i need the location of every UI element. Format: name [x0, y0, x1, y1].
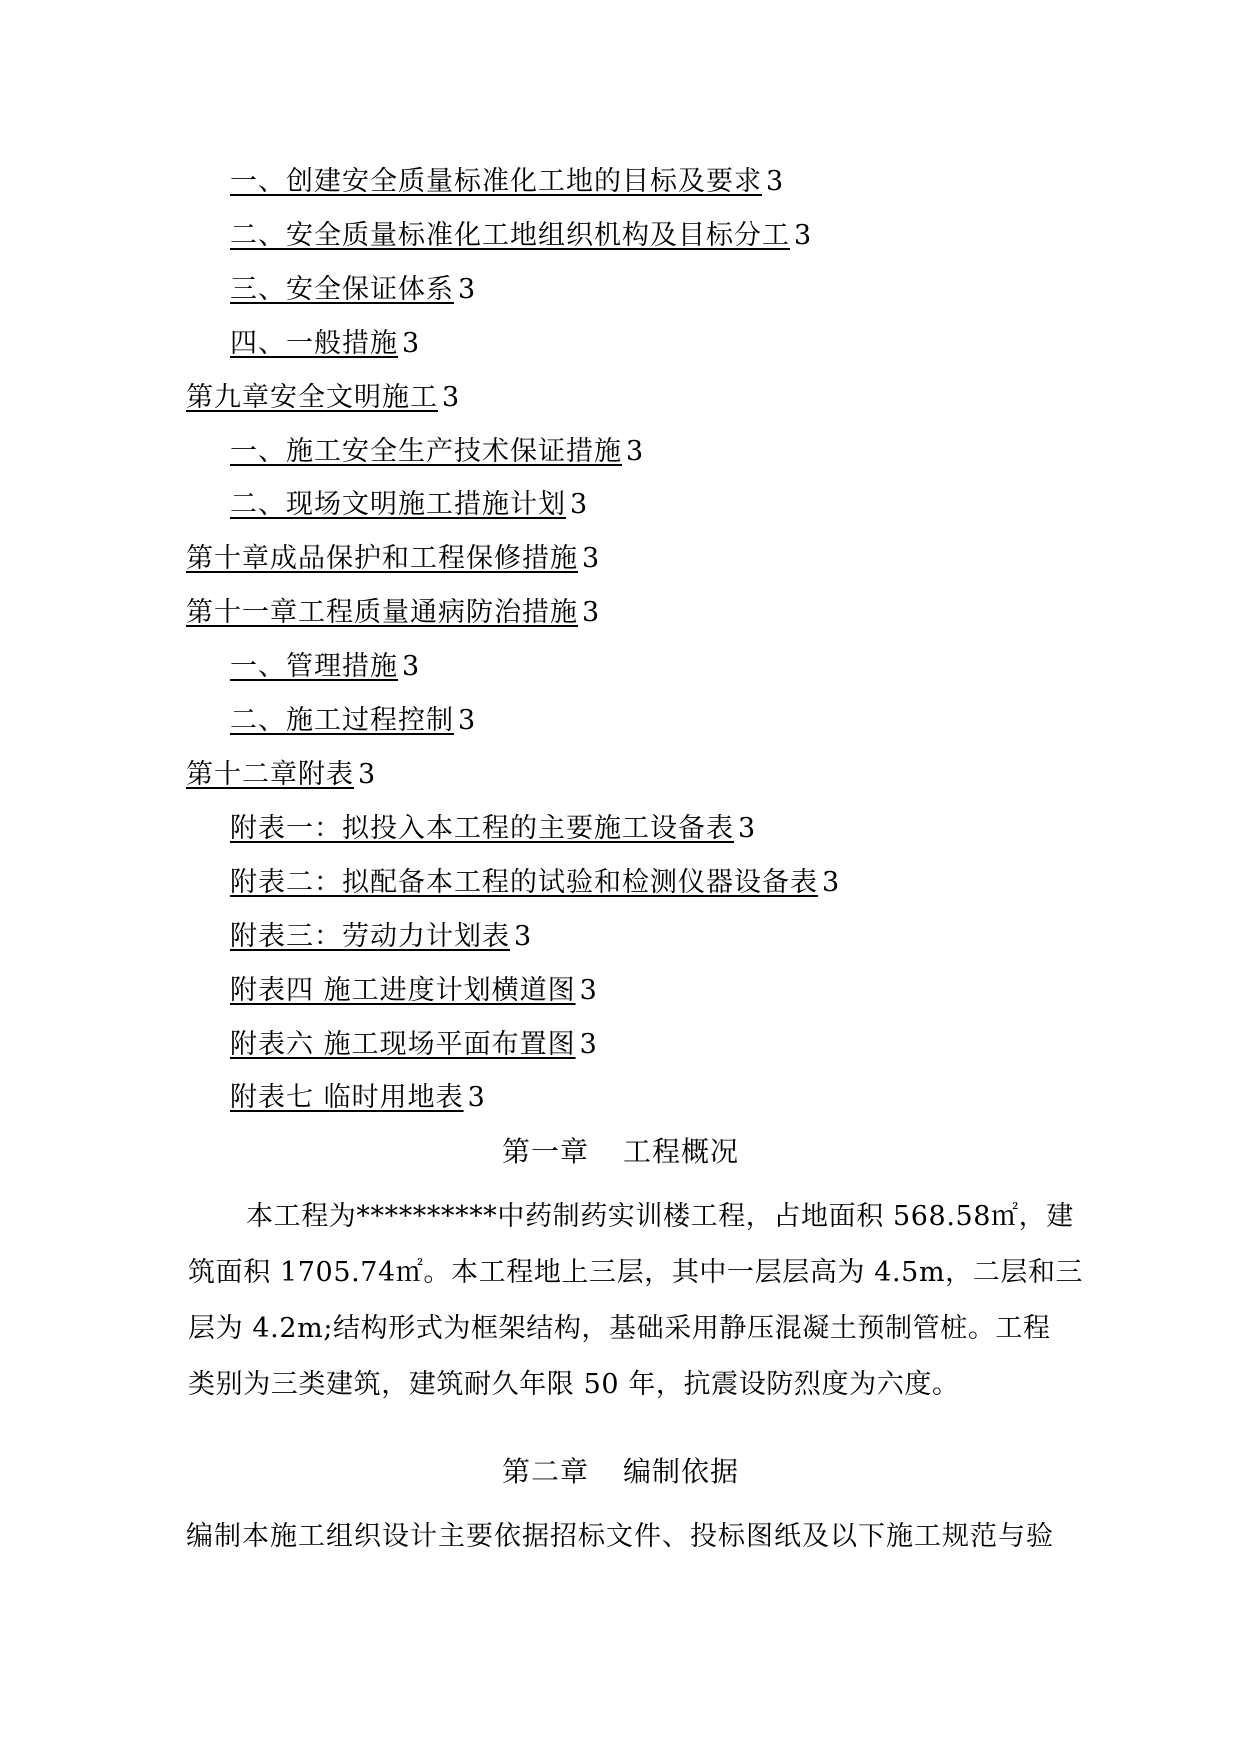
toc-entry-title[interactable]: 第十一章工程质量通病防治措施 — [186, 597, 578, 628]
paragraph-line: 层为 4.2m;结构形式为框架结构，基础采用静压混凝土预制管桩。工程 — [188, 1313, 1051, 1344]
toc-entry-page: 3 — [582, 597, 601, 628]
toc-entry-title[interactable]: 附表七 临时用地表 — [230, 1082, 464, 1113]
paragraph-line: 筑面积 1705.74㎡。本工程地上三层，其中一层层高为 4.5m，二层和三 — [188, 1257, 1084, 1288]
toc-entry-page: 3 — [514, 921, 533, 952]
toc-entry[interactable] — [230, 328, 420, 360]
toc-entry-page: 3 — [582, 543, 601, 574]
chapter-paragraph — [188, 1201, 1088, 1425]
toc-entry[interactable] — [230, 813, 756, 845]
toc-entry-page: 3 — [570, 489, 589, 520]
toc-entry-title[interactable]: 四、一般措施 — [230, 328, 398, 359]
toc-entry-page: 3 — [738, 813, 757, 844]
toc-entry-title[interactable]: 二、现场文明施工措施计划 — [230, 489, 566, 520]
toc-entry-page: 3 — [626, 436, 645, 467]
toc-entry-title[interactable]: 第十章成品保护和工程保修措施 — [186, 543, 578, 574]
toc-entry-page: 3 — [794, 220, 813, 251]
toc-entry[interactable] — [230, 274, 476, 306]
toc-entry[interactable] — [230, 1082, 486, 1114]
toc-entry-title[interactable]: 一、创建安全质量标准化工地的目标及要求 — [230, 166, 762, 197]
toc-entry[interactable] — [230, 705, 476, 737]
toc-entry[interactable] — [230, 489, 588, 521]
chapter-heading — [0, 1455, 1241, 1489]
chapter-heading — [0, 1135, 1241, 1169]
toc-entry-title[interactable]: 第十二章附表 — [186, 759, 354, 790]
toc-entry-title[interactable]: 一、施工安全生产技术保证措施 — [230, 436, 622, 467]
toc-entry-title[interactable]: 附表一：拟投入本工程的主要施工设备表 — [230, 813, 734, 844]
toc-entry-page: 3 — [458, 274, 477, 305]
chapter-title: 编制依据 — [623, 1455, 740, 1488]
toc-entry[interactable] — [230, 436, 644, 468]
toc-entry-page: 3 — [358, 759, 377, 790]
toc-entry-title[interactable]: 附表六 施工现场平面布置图 — [230, 1029, 576, 1060]
toc-entry-page: 3 — [442, 382, 461, 413]
chapter-number: 第二章 — [501, 1455, 589, 1488]
toc-entry-title[interactable]: 三、安全保证体系 — [230, 274, 454, 305]
toc-entry-page: 3 — [458, 705, 477, 736]
toc-entry[interactable] — [230, 975, 598, 1007]
chapter-title: 工程概况 — [623, 1135, 740, 1168]
paragraph-line: 类别为三类建筑，建筑耐久年限 50 年，抗震设防烈度为六度。 — [188, 1369, 960, 1400]
chapter-number: 第一章 — [501, 1135, 589, 1168]
toc-entry[interactable] — [230, 166, 784, 198]
toc-entry[interactable] — [230, 1029, 598, 1061]
toc-entry-page: 3 — [467, 1082, 486, 1113]
toc-entry-chapter[interactable] — [186, 543, 600, 575]
toc-entry[interactable] — [230, 867, 840, 899]
toc-entry-page: 3 — [822, 867, 841, 898]
toc-entry[interactable] — [230, 921, 532, 953]
toc-entry-page: 3 — [579, 1029, 598, 1060]
toc-entry-title[interactable]: 第九章安全文明施工 — [186, 382, 438, 413]
toc-entry-chapter[interactable] — [186, 382, 460, 414]
toc-entry[interactable] — [230, 220, 812, 252]
toc-entry-title[interactable]: 附表三：劳动力计划表 — [230, 921, 510, 952]
paragraph-line: 本工程为**********中药制药实训楼工程，占地面积 568.58㎡，建 — [246, 1201, 1074, 1232]
toc-entry-page: 3 — [766, 166, 785, 197]
toc-entry[interactable] — [230, 651, 420, 683]
toc-entry-title[interactable]: 二、安全质量标准化工地组织机构及目标分工 — [230, 220, 790, 251]
paragraph-line: 编制本施工组织设计主要依据招标文件、投标图纸及以下施工规范与验 — [186, 1521, 1054, 1552]
toc-entry-title[interactable]: 二、施工过程控制 — [230, 705, 454, 736]
toc-entry-title[interactable]: 附表四 施工进度计划横道图 — [230, 975, 576, 1006]
toc-entry-chapter[interactable] — [186, 597, 600, 629]
toc-entry-chapter[interactable] — [186, 759, 376, 791]
toc-entry-page: 3 — [579, 975, 598, 1006]
toc-entry-page: 3 — [402, 328, 421, 359]
toc-entry-title[interactable]: 一、管理措施 — [230, 651, 398, 682]
toc-entry-page: 3 — [402, 651, 421, 682]
toc-entry-title[interactable]: 附表二：拟配备本工程的试验和检测仪器设备表 — [230, 867, 818, 898]
